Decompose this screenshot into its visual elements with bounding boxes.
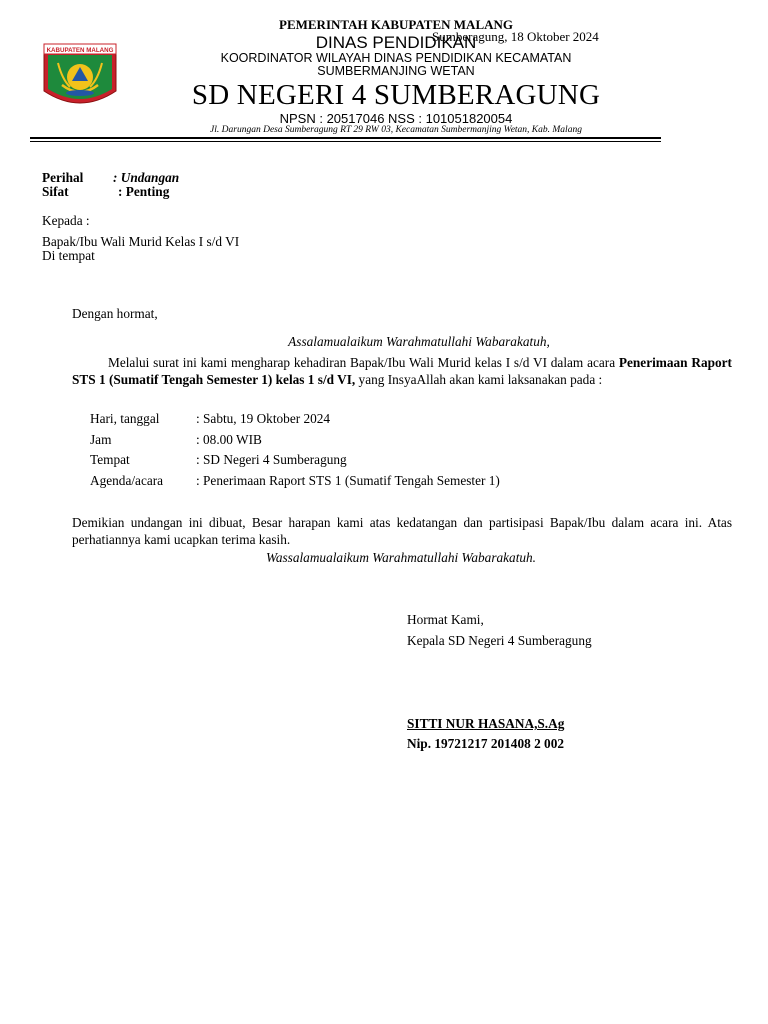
district-name: SUMBERMANJING WETAN bbox=[317, 64, 475, 78]
detail-label-place: Tempat bbox=[90, 452, 130, 467]
government-name: PEMERINTAH KABUPATEN MALANG bbox=[279, 17, 513, 32]
opening-salam: Assalamualaikum Warahmatullahi Wabarakatuh, bbox=[288, 334, 550, 349]
detail-value-place: : SD Negeri 4 Sumberagung bbox=[196, 452, 347, 467]
perihal-value: : Undangan bbox=[113, 170, 180, 185]
detail-label-time: Jam bbox=[90, 432, 112, 447]
closing-paragraph: Demikian undangan ini dibuat, Besar harapan kami atas kedatangan dan partisipasi Bapak/Ibu dalam acara ini. Atas perhatiannya kami ucapkan terima kasih. bbox=[72, 515, 732, 547]
coordinator-name: KOORDINATOR WILAYAH DINAS PENDIDIKAN KECAMATAN bbox=[220, 51, 572, 65]
signature-position: Kepala SD Negeri 4 Sumberagung bbox=[407, 633, 592, 648]
kabupaten-malang-logo bbox=[40, 41, 120, 111]
signature-name: SITTI NUR HASANA,S.Ag bbox=[407, 716, 565, 731]
logo-banner-text: KABUPATEN MALANG bbox=[46, 47, 114, 54]
detail-label-date: Hari, tanggal bbox=[90, 411, 160, 426]
signature-regards: Hormat Kami, bbox=[407, 612, 484, 627]
department-name: DINAS PENDIDIKAN bbox=[315, 33, 477, 52]
intro-event: Penerimaan Raport STS 1 (Sumatif Tengah Semester 1) kelas 1 s/d VI, bbox=[72, 355, 732, 387]
recipient-kepada: Kepada : bbox=[42, 213, 90, 228]
recipient-line2: Di tempat bbox=[42, 248, 95, 263]
detail-value-date: : Sabtu, 19 Oktober 2024 bbox=[196, 411, 331, 426]
sifat-label: Sifat bbox=[42, 184, 69, 199]
detail-value-agenda: : Penerimaan Raport STS 1 (Sumatif Tengah Semester 1) bbox=[196, 473, 500, 488]
recipient-line1: Bapak/Ibu Wali Murid Kelas I s/d VI bbox=[42, 234, 240, 249]
letterhead-divider-thin bbox=[30, 141, 661, 142]
greeting: Dengan hormat, bbox=[72, 306, 158, 321]
school-name: SD NEGERI 4 SUMBERAGUNG bbox=[191, 79, 601, 111]
detail-label-agenda: Agenda/acara bbox=[90, 473, 164, 488]
letterhead-divider-thick bbox=[30, 137, 661, 139]
detail-value-time: : 08.00 WIB bbox=[196, 432, 262, 447]
school-address: Jl. Darungan Desa Sumberagung RT 29 RW 03, Kecamatan Sumbermanjing Wetan, Kab. Malang bbox=[210, 125, 582, 135]
letter-date: Sumberagung, 18 Oktober 2024 bbox=[432, 29, 599, 44]
perihal-label: Perihal bbox=[42, 170, 84, 185]
signature-nip: Nip. 19721217 201408 2 002 bbox=[407, 736, 564, 751]
intro-paragraph bbox=[72, 355, 732, 388]
closing-salam: Wassalamualaikum Warahmatullahi Wabarakatuh. bbox=[265, 550, 537, 565]
intro-text-2: yang InsyaAllah akan kami laksanakan pada : bbox=[355, 371, 603, 387]
intro-text-1: Melalui surat ini kami mengharap kehadiran Bapak/Ibu Wali Murid kelas I s/d VI dalam acara bbox=[108, 355, 619, 370]
sifat-value: : Penting bbox=[118, 184, 170, 199]
npsn-nss: NPSN : 20517046 NSS : 101051820054 bbox=[279, 111, 513, 126]
